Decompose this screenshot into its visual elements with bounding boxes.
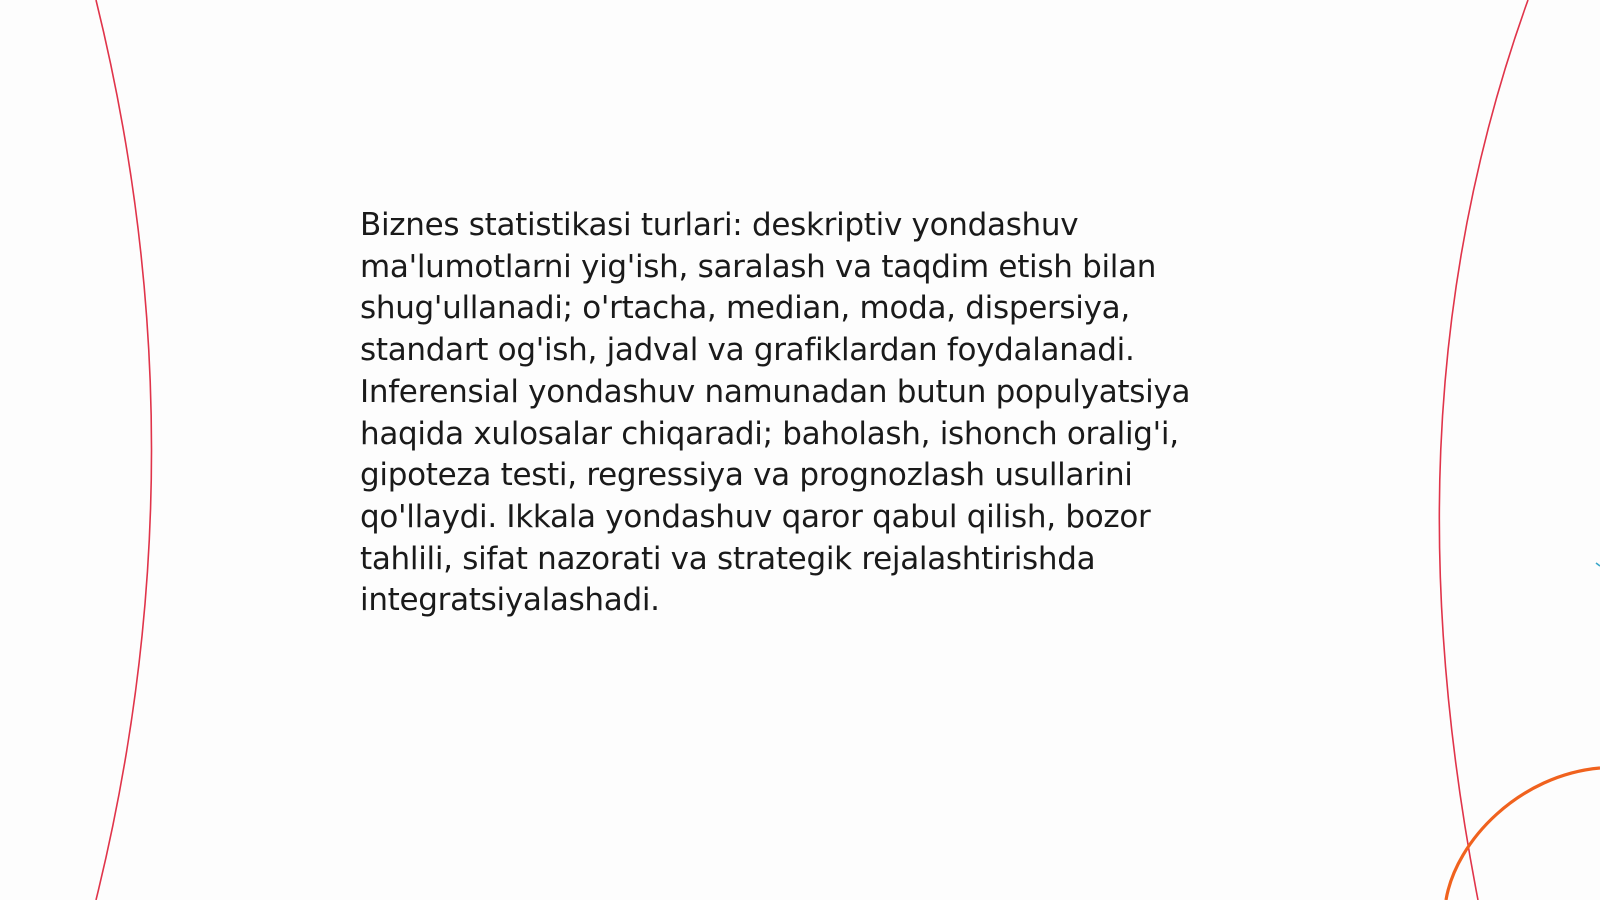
right-red-arc bbox=[1439, 0, 1528, 900]
left-red-arc bbox=[96, 0, 152, 900]
slide-paragraph: Biznes statistikasi turlari: deskriptiv yondashuv ma'lumotlarni yig'ish, saralash va taqdim etish bilan shug'ullanadi; o'rtacha, median, moda, dispersiya, standart og'ish, jadval va grafiklardan foydalanadi. Inferensial yondashuv namunadan butun populyatsiya haqida xulosalar chiqaradi; baholash, ishonch oralig'i, gipoteza testi, regressiya va prognozlash usullarini qo'llaydi. Ikkala yondashuv qaror qabul qilish, bozor tahlili, sifat nazorati va strategik rejalashtirishda integratsiyalashadi. bbox=[360, 207, 1191, 619]
teal-mark bbox=[1596, 563, 1600, 566]
orange-circle-arc bbox=[1446, 768, 1600, 900]
